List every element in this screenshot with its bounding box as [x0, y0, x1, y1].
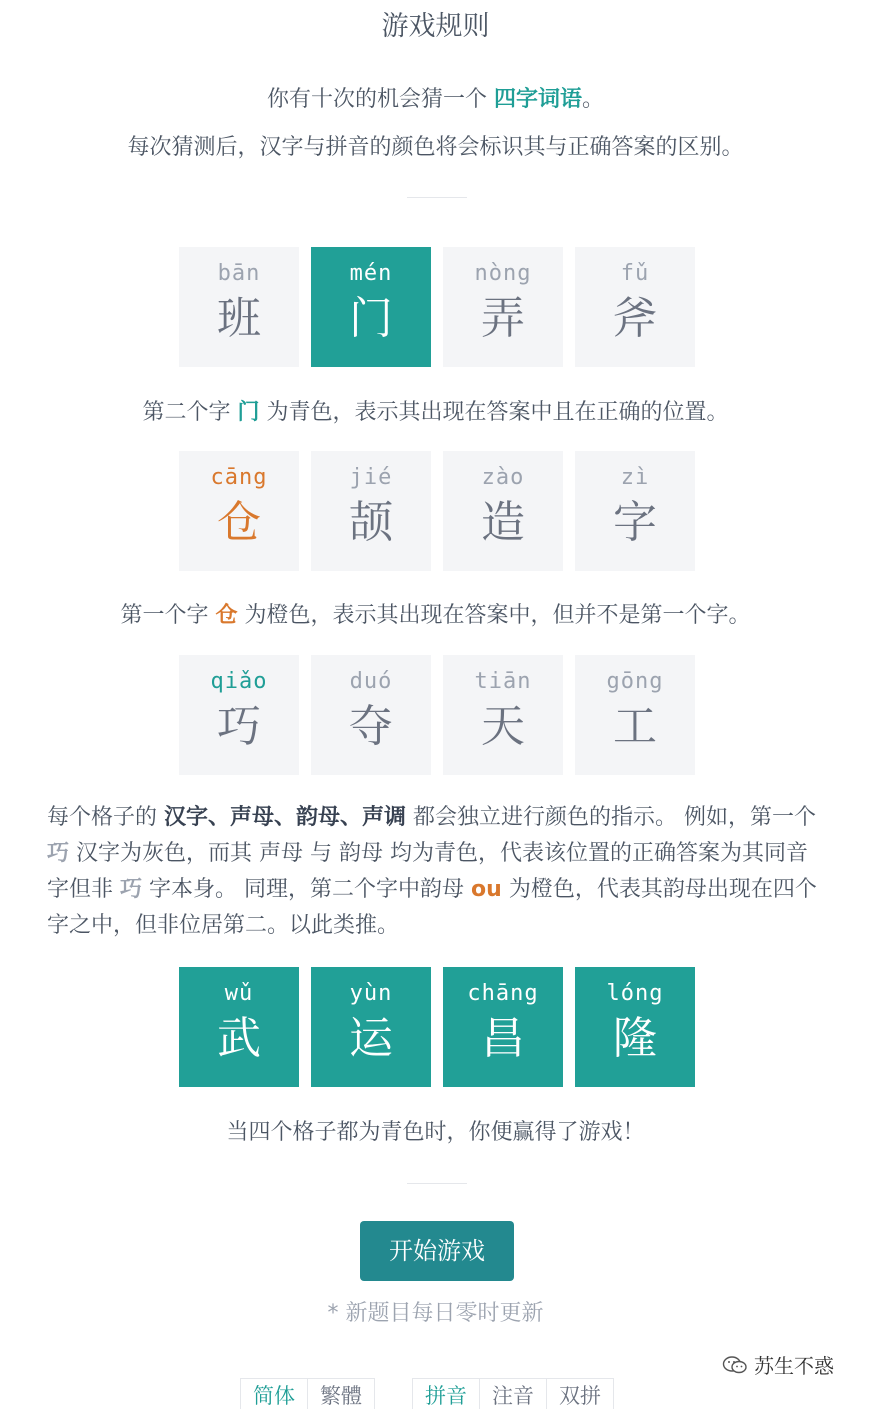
- tile-pinyin: gōng: [606, 669, 664, 694]
- tile-hanzi: 颉: [349, 497, 393, 548]
- tile-pinyin: zào: [481, 465, 525, 490]
- intro-line-2: 每次猜测后，汉字与拼音的颜色将会标识其与正确答案的区别。: [127, 135, 744, 160]
- tile-hanzi: 斧: [613, 293, 657, 344]
- explain-text: 每个格子的: [47, 805, 158, 830]
- intro-period: 。: [582, 87, 605, 112]
- toggle-simplified[interactable]: 简体: [241, 1379, 308, 1409]
- script-toggle: [240, 1378, 375, 1409]
- tile: [443, 247, 563, 367]
- win-example-row: [179, 967, 695, 1087]
- caption-text: 第一个字: [120, 603, 209, 628]
- tile-pinyin: bān: [217, 261, 261, 286]
- toggle-pinyin[interactable]: 拼音: [413, 1379, 480, 1409]
- tile-pinyin: duó: [349, 669, 393, 694]
- tile-pinyin: lóng: [606, 981, 664, 1006]
- watermark-text: 苏生不惑: [754, 1354, 834, 1378]
- tile-hanzi: 隆: [613, 1013, 657, 1064]
- intro-line-1: [0, 82, 871, 113]
- tile: [575, 655, 695, 775]
- example-row-3: [179, 655, 695, 775]
- tile-hanzi: 班: [217, 293, 261, 344]
- daily-update-note: * 新题目每日零时更新: [327, 1301, 544, 1326]
- example-caption-1: [0, 395, 871, 426]
- tile-hanzi: 昌: [481, 1013, 525, 1064]
- tile-pinyin: fǔ: [620, 261, 650, 286]
- tile-hanzi: 仓: [217, 497, 261, 548]
- tile-pinyin: jié: [349, 465, 393, 490]
- tile-hanzi: 门: [349, 293, 393, 344]
- tile-correct: [311, 247, 431, 367]
- phonetic-toggle: [412, 1378, 614, 1409]
- tile-pinyin: qiǎo: [210, 669, 268, 694]
- explain-text: 都会独立进行颜色的指示。 例如，第一个: [413, 805, 817, 830]
- example-row-2: [179, 451, 695, 571]
- explain-gray-char: 巧: [120, 877, 143, 902]
- explain-orange: ou: [471, 877, 502, 902]
- tile-pinyin: tiān: [474, 669, 532, 694]
- wechat-icon: [722, 1355, 748, 1375]
- caption-text: 为橙色，表示其出现在答案中，但并不是第一个字。: [244, 603, 751, 628]
- page-title: 游戏规则: [381, 11, 490, 42]
- caption-text: 第二个字: [142, 400, 231, 425]
- caption-text: 为青色，表示其出现在答案中且在正确的位置。: [266, 400, 729, 425]
- tile-hanzi: 武: [217, 1013, 261, 1064]
- example-caption-2: [0, 598, 871, 629]
- tile: [575, 451, 695, 571]
- tile-hanzi: 巧: [217, 701, 261, 752]
- caption-highlight: 门: [237, 400, 260, 425]
- tile-pinyin: chāng: [467, 981, 539, 1006]
- tile-hanzi: 天: [481, 701, 525, 752]
- example-row-1: [179, 247, 695, 367]
- tile-correct: [575, 967, 695, 1087]
- explain-text: 为橙色，代表其韵母出现在四个字之中，但非位居第二。以此类推。: [47, 877, 817, 938]
- explanation-paragraph: [47, 800, 827, 944]
- explain-text: 汉字为灰色，而其 声母 与 韵母 均为青色，代表该位置的正确答案为其同音字但非: [47, 841, 808, 902]
- tile: [179, 655, 299, 775]
- tile-pinyin: nòng: [474, 261, 532, 286]
- win-text: 当四个格子都为青色时，你便赢得了游戏！: [226, 1120, 645, 1145]
- tile-hanzi: 弄: [481, 293, 525, 344]
- tile-pinyin: yùn: [349, 981, 393, 1006]
- tile-correct: [311, 967, 431, 1087]
- start-game-button[interactable]: 开始游戏: [360, 1221, 514, 1281]
- explain-text: 字本身。 同理，第二个字中韵母: [149, 877, 465, 902]
- divider: [407, 197, 467, 198]
- tile: [179, 247, 299, 367]
- intro-highlight: 四字词语: [493, 87, 582, 112]
- tile-hanzi: 运: [349, 1013, 393, 1064]
- explain-bold: 汉字、声母、韵母、声调: [164, 805, 407, 830]
- tile-hanzi: 造: [481, 497, 525, 548]
- explain-gray-char: 巧: [47, 841, 70, 866]
- tile-pinyin: wǔ: [224, 981, 254, 1006]
- tile: [311, 451, 431, 571]
- tile-hanzi: 字: [613, 497, 657, 548]
- intro-text: 你有十次的机会猜一个: [266, 87, 487, 112]
- tile-pinyin: zì: [620, 465, 650, 490]
- watermark: [722, 1350, 834, 1379]
- tile-misplaced: [179, 451, 299, 571]
- toggle-zhuyin[interactable]: 注音: [480, 1379, 547, 1409]
- tile-hanzi: 工: [613, 701, 657, 752]
- tile-pinyin: mén: [349, 261, 393, 286]
- toggle-traditional[interactable]: 繁體: [320, 1384, 362, 1408]
- divider: [407, 1183, 467, 1184]
- toggle-shuangpin[interactable]: 双拼: [559, 1384, 601, 1408]
- tile-hanzi: 夺: [349, 701, 393, 752]
- tile: [311, 655, 431, 775]
- caption-highlight: 仓: [215, 603, 238, 628]
- tile: [443, 655, 563, 775]
- tile: [443, 451, 563, 571]
- tile: [575, 247, 695, 367]
- tile-correct: [179, 967, 299, 1087]
- tile-pinyin: cāng: [210, 465, 268, 490]
- tile-correct: [443, 967, 563, 1087]
